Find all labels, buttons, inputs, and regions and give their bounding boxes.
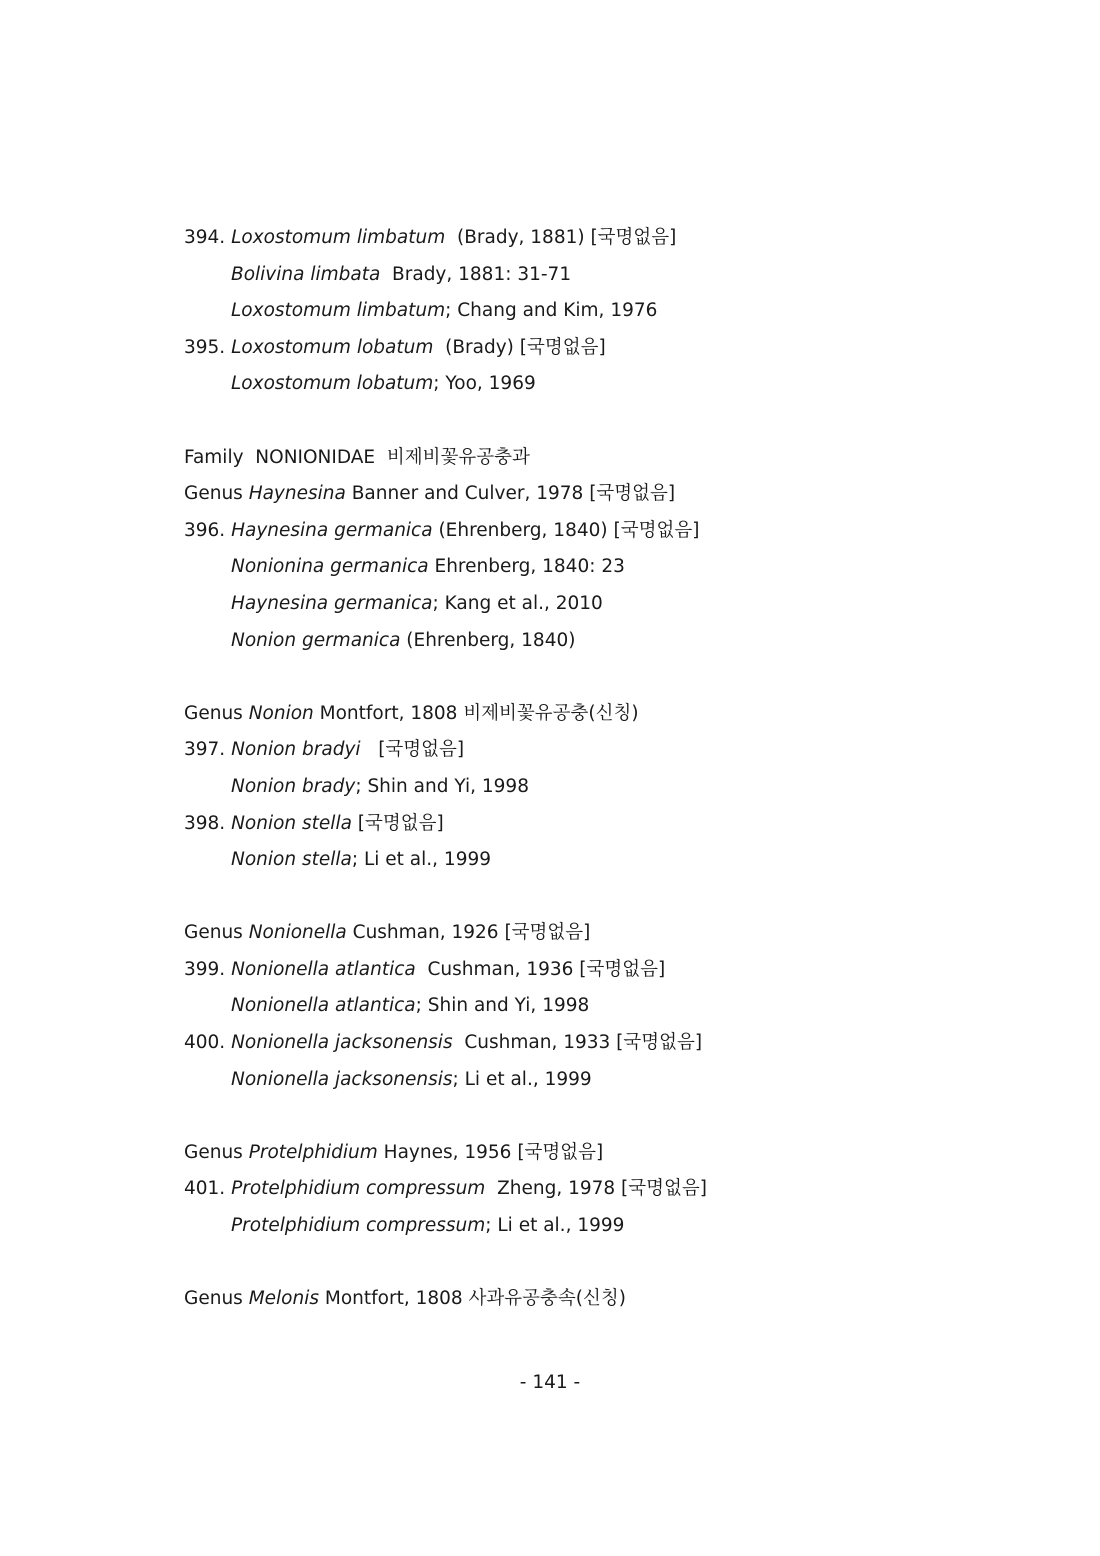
species-name: Loxostomum limbatum: [231, 227, 446, 248]
authority: Montfort, 1808 사과유공충속(신칭): [319, 1288, 626, 1310]
entry-number: 400.: [184, 1032, 232, 1054]
authority: Montfort, 1808 비제비꽃유공충(신칭): [313, 702, 639, 724]
genus-label: Genus: [184, 922, 249, 944]
authority: Banner and Culver, 1978 [국명없음]: [345, 483, 676, 505]
species-name: Nonion bradyi: [231, 739, 361, 761]
species-name: Nonionella jacksonensis: [231, 1032, 453, 1054]
synonym-ref: Ehrenberg, 1840: 23: [428, 556, 625, 578]
synonym-ref: ; Yoo, 1969: [433, 373, 536, 395]
synonym-line: [184, 1208, 944, 1245]
synonym-name: Nonionella atlantica: [231, 995, 416, 1017]
genus-name: Haynesina: [248, 483, 346, 505]
authority: Cushman, 1926 [국명없음]: [346, 922, 591, 944]
entry-number: 394.: [184, 227, 232, 248]
spacer: [184, 879, 944, 916]
spacer: [184, 403, 944, 440]
genus-name: Nonionella: [248, 922, 347, 944]
synonym-line: [184, 988, 944, 1025]
synonym-line: [184, 842, 944, 879]
genus-heading: [184, 1281, 944, 1318]
synonym-line: [184, 366, 944, 403]
synonym-line: [184, 1062, 944, 1099]
synonym-line: [184, 623, 944, 660]
synonym-name: Loxostomum lobatum: [231, 373, 434, 395]
synonym-ref: ; Li et al., 1999: [452, 1068, 592, 1090]
species-name: Nonion stella: [231, 812, 352, 834]
species-entry-394: [184, 220, 944, 257]
synonym-ref: ; Shin and Yi, 1998: [355, 775, 529, 797]
synonym-line: [184, 549, 944, 586]
family-text: Family NONIONIDAE 비제비꽃유공충과: [184, 446, 530, 468]
genus-heading: [184, 696, 944, 733]
genus-name: Nonion: [248, 702, 314, 724]
authority: Cushman, 1933 [국명없음]: [452, 1032, 703, 1054]
synonym-ref: (Ehrenberg, 1840): [400, 629, 576, 651]
page-number: - 141 -: [519, 1372, 581, 1393]
synonym-name: Nonion germanica: [231, 629, 401, 651]
synonym-ref: ; Kang et al., 2010: [432, 592, 603, 614]
authority: [국명없음]: [351, 812, 444, 834]
synonym-ref: ; Shin and Yi, 1998: [415, 995, 590, 1017]
species-entry-400: [184, 1025, 944, 1062]
species-name: Nonionella atlantica: [231, 958, 416, 980]
synonym-name: Nonion brady: [231, 775, 356, 797]
synonym-ref: ; Li et al., 1999: [485, 1215, 625, 1237]
genus-heading: [184, 1135, 944, 1172]
genus-label: Genus: [184, 483, 249, 505]
species-entry-401: [184, 1171, 944, 1208]
synonym-name: Haynesina germanica: [231, 592, 433, 614]
authority: Cushman, 1936 [국명없음]: [415, 958, 666, 980]
entry-number: 396.: [184, 519, 232, 541]
entry-number: 401.: [184, 1178, 232, 1200]
authority: (Brady, 1881) [국명없음]: [445, 227, 677, 248]
document-body: [184, 220, 944, 1318]
species-name: Haynesina germanica: [231, 519, 433, 541]
synonym-name: Loxostomum limbatum: [231, 300, 446, 322]
genus-name: Protelphidium: [248, 1141, 378, 1163]
spacer: [184, 1245, 944, 1282]
authority: Haynes, 1956 [국명없음]: [377, 1141, 604, 1163]
synonym-name: Nonionella jacksonensis: [231, 1068, 453, 1090]
species-name: Loxostomum lobatum: [231, 336, 434, 358]
genus-label: Genus: [184, 1288, 249, 1310]
family-heading: [184, 440, 944, 477]
synonym-line: [184, 293, 944, 330]
genus-label: Genus: [184, 702, 249, 724]
species-entry-399: [184, 952, 944, 989]
species-entry-398: [184, 806, 944, 843]
species-entry-397: [184, 732, 944, 769]
synonym-line: [184, 257, 944, 294]
authority: [국명없음]: [360, 739, 465, 761]
authority: (Brady) [국명없음]: [433, 336, 606, 358]
synonym-line: [184, 586, 944, 623]
synonym-ref: ; Chang and Kim, 1976: [445, 300, 658, 322]
authority: Zheng, 1978 [국명없음]: [485, 1178, 707, 1200]
synonym-line: [184, 769, 944, 806]
genus-heading: [184, 915, 944, 952]
synonym-name: Bolivina limbata: [231, 263, 381, 285]
synonym-name: Protelphidium compressum: [231, 1215, 486, 1237]
authority: (Ehrenberg, 1840) [국명없음]: [432, 519, 700, 541]
synonym-name: Nonionina germanica: [231, 556, 429, 578]
genus-name: Melonis: [248, 1288, 319, 1310]
spacer: [184, 1098, 944, 1135]
species-entry-395: [184, 330, 944, 367]
genus-heading: [184, 476, 944, 513]
genus-label: Genus: [184, 1141, 249, 1163]
entry-number: 397.: [184, 739, 232, 761]
species-name: Protelphidium compressum: [231, 1178, 486, 1200]
entry-number: 399.: [184, 958, 232, 980]
species-entry-396: [184, 513, 944, 550]
entry-number: 395.: [184, 336, 232, 358]
entry-number: 398.: [184, 812, 232, 834]
synonym-ref: ; Li et al., 1999: [351, 849, 492, 871]
spacer: [184, 659, 944, 696]
synonym-ref: Brady, 1881: 31-71: [380, 263, 572, 285]
synonym-name: Nonion stella: [231, 849, 352, 871]
